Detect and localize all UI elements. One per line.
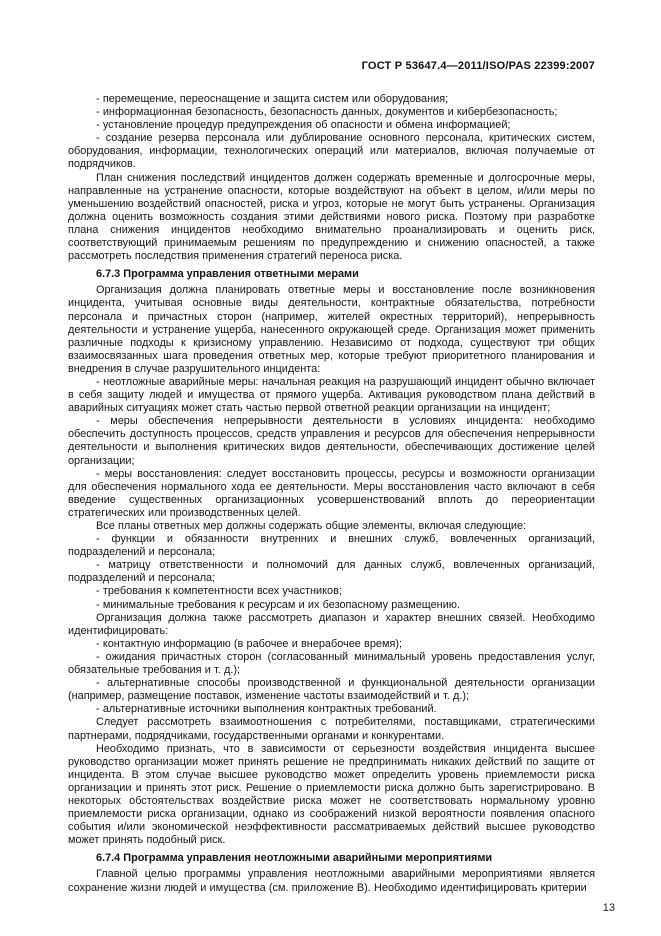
section-heading-6-7-4: 6.7.4 Программа управления неотложными аварийными мероприятиями (96, 852, 493, 865)
paragraph: План снижения последствий инцидентов должен содержать временные и долгосрочные меры, направленные на устранение опасности, которые воздействуют на объект в целом, и/или меры по уменьшению воздействий опасностей, риска и угроз, которые не могут быть устранены. Организация должна оценить возможность создания этими действиями нового риска. Поэтому при разработке плана снижения инцидентов необходимо внимательно проанализировать и оценить риск, соответствующий принимаемым решениям по предупреждению и снижению опасностей, а также рассмотреть последствия применения стратегий переноса риска. (68, 171, 595, 263)
paragraph: Организация должна также рассмотреть диапазон и характер внешних связей. Необходимо идентифицировать: (68, 611, 595, 637)
list-item: - матрицу ответственности и полномочий для данных служб, вовлеченных организаций, подразделений и персонала; (68, 559, 595, 585)
list-item: - альтернативные способы производственной и функциональной деятельности организации (например, размещение поставок, изменение частоты взаимодействий и т. д.); (68, 677, 595, 703)
page-number: 13 (602, 902, 615, 914)
list-item: - создание резерва персонала или дублирование основного персонала, критических систем, оборудования, информации, технологических операций или материалов, включая получаемые от подрядчиков. (68, 132, 595, 171)
list-item: - перемещение, переоснащение и защита систем или оборудования; (96, 93, 449, 105)
list-item: - установление процедур предупреждения об опасности и обмена информацией; (96, 119, 511, 132)
paragraph: Главной целью программы управления неотложными аварийными мероприятиями является сохранение жизни людей и имущества (см. приложение В). Необходимо идентифицировать критерии (68, 868, 595, 894)
running-header: ГОСТ Р 53647.4—2011/ISO/PAS 22399:2007 (361, 60, 595, 72)
list-item: - требования к компетентности всех участников; (96, 585, 342, 598)
section-heading-6-7-3: 6.7.3 Программа управления ответными мерами (96, 268, 359, 281)
list-item: - меры восстановления: следует восстановить процессы, ресурсы и возможности организации для обеспечения нормального хода ее деятельности. Меры восстановления часто включают в себя введение существенных организационных усовершенствований вплоть до переориентации стратегических или производственных целей. (68, 467, 595, 519)
list-item: - ожидания причастных сторон (согласованный минимальный уровень предоставления услуг, обязательные требования и т. д.); (68, 650, 595, 677)
document-body (68, 93, 595, 895)
list-item: - альтернативные источники выполнения контрактных требований. (96, 703, 437, 716)
paragraph: Все планы ответных мер должны содержать общие элементы, включая следующие: (96, 520, 527, 532)
paragraph: Следует рассмотреть взаимоотношения с потребителями, поставщиками, стратегическими партнерами, подрядчиками, государственными органами и конкурентами. (68, 716, 595, 742)
list-item: - минимальные требования к ресурсам и их безопасному размещению. (96, 598, 460, 611)
paragraph: Необходимо признать, что в зависимости от серьезности воздействия инцидента высшее руководство организации может принять решение не предпринимать никаких действий по защите от инцидента. В этом случае высшее руководство может определить уровень приемлемости риска организации и принять этот риск. Решение о приемлемости риска должно быть зарегистрировано. В некоторых обстоятельствах воздействие риска может не соответствовать нормальному уровню приемлемости риска организации, однако из соображений низкой вероятности появления опасного события и/или экономической неэффективности рассматриваемых действий высшее руководство может принять подобный риск. (68, 742, 595, 847)
list-item: - контактную информацию (в рабочее и внерабочее время); (96, 637, 402, 650)
paragraph: Организация должна планировать ответные меры и восстановление после возникновения инцидента, учитывая основные виды деятельности, контрактные обязательства, потребности персонала и причастных сторон (например, жителей окрестных территорий), непрерывность деятельности и устранение ущерба, нанесенного окружающей среде. Организация может применить различные подходы к кризисному управлению. Независимо от подхода, существуют три общих взаимосвязанных шага проведения ответных мер, которые требуют приоритетного планирования и внедрения в случае разрушительного инцидента: (68, 284, 595, 375)
list-item: - меры обеспечения непрерывности деятельности в условиях инцидента: необходимо обеспечить доступность процессов, средств управления и ресурсов для обеспечения непрерывности деятельности и выполнения критических видов деятельности, обеспечивающих достижение целей организации; (68, 415, 595, 467)
list-item: - функции и обязанности внутренних и внешних служб, вовлеченных организаций, подразделений и персонала; (68, 533, 595, 559)
list-item: - неотложные аварийные меры: начальная реакция на разрушающий инцидент обычно включает в себя защиту людей и имущества от прямого ущерба. Активация руководством плана действий в аварийных ситуациях может стать частью первой ответной реакции организации на инцидент; (68, 375, 595, 415)
list-item: - информационная безопасность, безопасность данных, документов и кибербезопасность; (96, 106, 558, 119)
